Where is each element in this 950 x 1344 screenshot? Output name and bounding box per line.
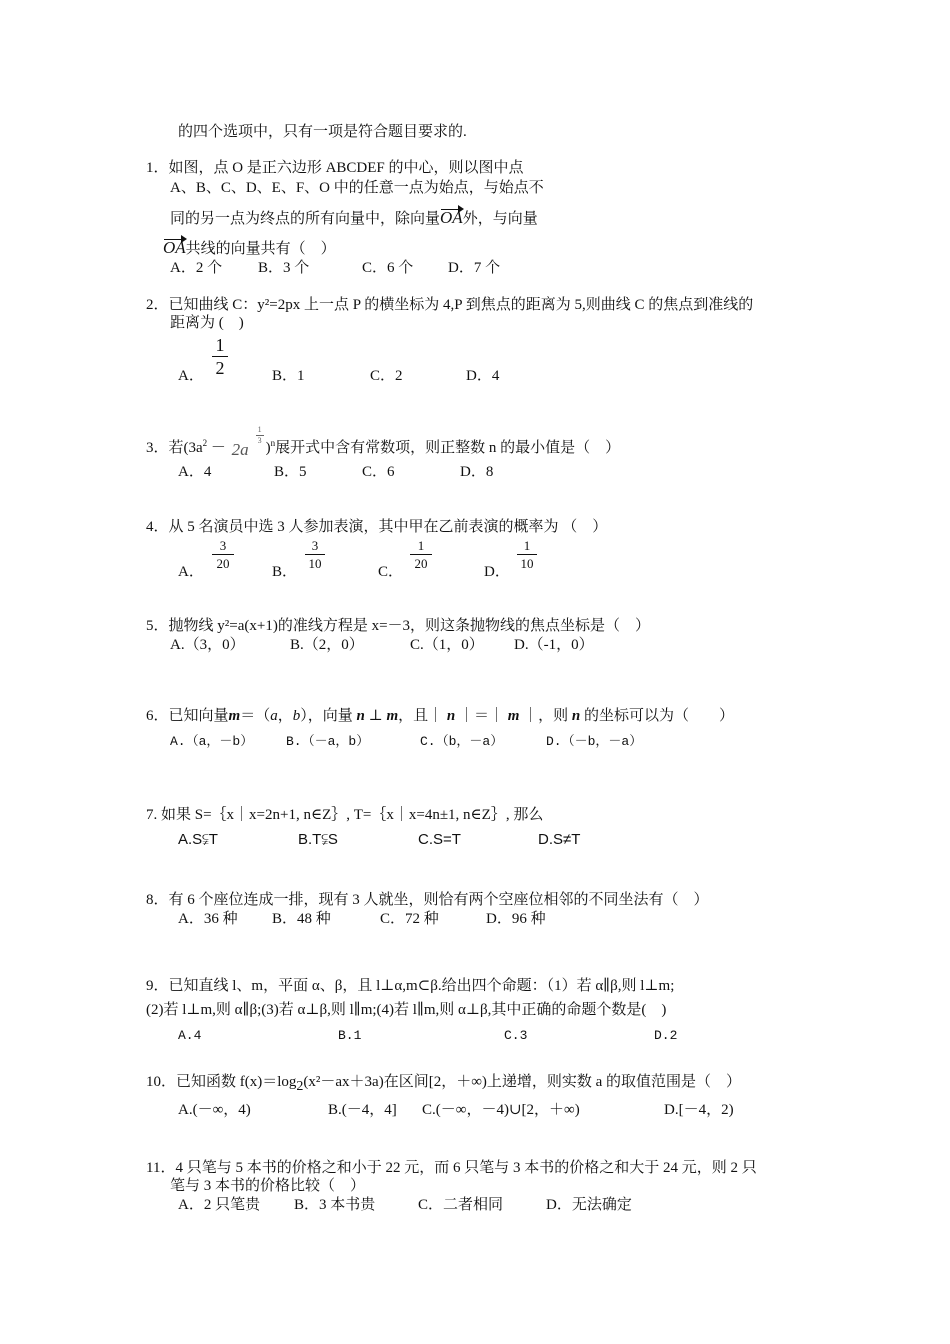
q10-text-end: (x²－ax＋3a)在区间[2，＋∞)上递增，则实数 a 的取值范围是（ ） xyxy=(303,1074,742,1090)
q2-line1: 2．已知曲线 C：y²=2px 上一点 P 的横坐标为 4,P 到焦点的距离为 5,则曲线 C 的焦点到准线的 xyxy=(146,297,754,313)
q4-fraction-d xyxy=(517,539,537,570)
fraction-numerator: 1 xyxy=(523,538,531,553)
q11-option-b: B．3 本书贵 xyxy=(294,1197,376,1213)
q5-option-c: C.（1，0） xyxy=(410,637,484,653)
q4-option-d: D． xyxy=(484,564,510,580)
q2-fraction xyxy=(212,336,228,377)
q8-option-d: D．96 种 xyxy=(486,911,546,927)
q3-n: n xyxy=(270,438,276,448)
fraction-bar xyxy=(517,554,537,555)
q4-option-a: A． xyxy=(178,564,204,580)
q6-option-a: A.（a，－b） xyxy=(170,734,254,749)
q1-line2: A、B、C、D、E、F、O 中的任意一点为始点，与始点不 xyxy=(170,180,544,196)
vector-oa: OA xyxy=(163,238,186,257)
q10-option-a: A.(－∞，4) xyxy=(178,1102,251,1118)
fraction-bar xyxy=(212,554,234,555)
q3-exponent xyxy=(256,426,264,445)
q10-option-c: C.(－∞，－4)∪[2，＋∞) xyxy=(422,1102,580,1118)
q9-option-a: A.4 xyxy=(178,1028,202,1043)
q3-close: ) xyxy=(265,440,271,456)
q1-option-c: C．6 个 xyxy=(362,260,414,276)
q6-text: ），向量 xyxy=(300,708,357,724)
fraction-bar xyxy=(410,554,432,555)
q6-var-a: a xyxy=(270,708,278,724)
q1-line3 xyxy=(170,208,538,229)
q1-option-a: A．2 个 xyxy=(170,260,223,276)
q3-option-b: B．5 xyxy=(274,464,307,480)
q6-text: ，且｜ xyxy=(398,708,447,724)
fraction-numerator: 1 xyxy=(417,538,425,553)
fraction-denominator: 10 xyxy=(308,556,322,571)
q4-fraction-c xyxy=(410,539,432,570)
q4-fraction-a xyxy=(212,539,234,570)
q7-option-b: B.T⫋S xyxy=(298,831,338,848)
q7-option-a: A.S⫋T xyxy=(178,831,218,848)
q9-line2: (2)若 l⊥m,则 α∥β;(3)若 α⊥β,则 l∥m;(4)若 l∥m,则 α⊥β,其中正确的命题个数是( ) xyxy=(146,1002,667,1018)
q6-vector-m: m xyxy=(507,708,520,724)
q9-option-b: B.1 xyxy=(338,1028,362,1043)
q6-text: ＝（ xyxy=(240,708,271,724)
q8-option-a: A．36 种 xyxy=(178,911,238,927)
q10-text-start: 10．已知函数 f(x)＝log xyxy=(146,1074,297,1090)
q4-line1: 4．从 5 名演员中选 3 人参加表演，其中甲在乙前表演的概率为 （ ） xyxy=(146,519,608,535)
q9-option-c: C.3 xyxy=(504,1028,528,1043)
q2-line2: 距离为 ( ) xyxy=(170,315,244,331)
q4-fraction-b xyxy=(305,539,325,570)
q6-vector-n: n xyxy=(356,708,365,724)
q3-line1 xyxy=(146,425,621,459)
q3-option-c: C．6 xyxy=(362,464,395,480)
q5-option-b: B.（2，0） xyxy=(290,637,364,653)
q6-vector-n: n xyxy=(571,708,581,724)
q9-option-d: D.2 xyxy=(654,1028,678,1043)
q2-option-a: A． xyxy=(178,368,204,384)
q6-text: 的坐标可以为（ ） xyxy=(580,708,735,724)
q2-option-b: B．1 xyxy=(272,368,305,384)
q3-minus: － xyxy=(210,440,226,456)
q6-text: 6．已知向量 xyxy=(146,708,229,724)
q3-option-d: D．8 xyxy=(460,464,494,480)
q1-line4 xyxy=(163,238,336,259)
q6-option-c: C.（b，－a） xyxy=(420,734,504,749)
q7-option-c: C.S=T xyxy=(418,831,461,848)
q6-text: ｜，则 xyxy=(519,708,572,724)
q6-line1 xyxy=(146,706,734,726)
q2-option-c: C．2 xyxy=(370,368,403,384)
q3-option-a: A．4 xyxy=(178,464,212,480)
fraction-denominator: 2 xyxy=(215,358,225,378)
q10-option-b: B.(－4，4] xyxy=(328,1102,397,1118)
intro-text: 的四个选项中，只有一项是符合题目要求的. xyxy=(178,124,467,140)
fraction-denominator: 20 xyxy=(216,556,230,571)
q11-option-d: D．无法确定 xyxy=(546,1197,632,1213)
q3-text: 展开式中含有常数项，则正整数 n 的最小值是（ ） xyxy=(275,440,621,456)
fraction-numerator: 1 xyxy=(215,335,225,355)
q6-text: ｜＝｜ xyxy=(455,708,508,724)
q6-vector-m: m xyxy=(228,708,241,724)
q6-text: ， xyxy=(277,708,293,724)
q10-log-base: 2 xyxy=(296,1079,304,1094)
q7-line1: 7. 如果 S=｛x｜x=2n+1, n∈Z｝, T=｛x｜x=4n±1, n∈Z｝, 那么 xyxy=(146,807,544,823)
q11-line1: 11．4 只笔与 5 本书的价格之和小于 22 元，而 6 只笔与 3 本书的价格之和大于 24 元，则 2 只 xyxy=(146,1160,757,1176)
fraction-bar xyxy=(212,356,228,357)
q6-option-d: D.（－b，－a） xyxy=(546,734,643,749)
q5-line1: 5．抛物线 y²=a(x+1)的准线方程是 x=－3，则这条抛物线的焦点坐标是（ ） xyxy=(146,618,651,634)
vector-oa: OA xyxy=(440,208,463,227)
q6-vector-n: n xyxy=(446,708,456,724)
q1-option-b: B．3 个 xyxy=(258,260,310,276)
q11-option-c: C．二者相同 xyxy=(418,1197,504,1213)
exponent-denominator: 3 xyxy=(257,436,262,445)
q6-var-b: b xyxy=(292,708,301,724)
fraction-numerator: 3 xyxy=(311,538,319,553)
fraction-denominator: 20 xyxy=(414,556,428,571)
q7-option-d: D.S≠T xyxy=(538,831,581,848)
q1-line4-text: 共线的向量共有（ ） xyxy=(185,241,336,257)
q3-term xyxy=(230,425,266,459)
q9-line1: 9．已知直线 l、m，平面 α、β，且 l⊥α,m⊂β.给出四个命题：（1）若 α∥β,则 l⊥m; xyxy=(146,978,675,994)
q1-line3-end: 外，与向量 xyxy=(462,211,538,227)
q8-option-c: C．72 种 xyxy=(380,911,439,927)
q6-text: ⊥ xyxy=(364,708,387,724)
fraction-numerator: 3 xyxy=(219,538,227,553)
q3-square: 2 xyxy=(202,438,208,448)
q10-line1 xyxy=(146,1072,741,1097)
exponent-numerator: 1 xyxy=(257,425,262,434)
q5-option-d: D.（-1，0） xyxy=(514,637,594,653)
fraction-bar xyxy=(305,554,325,555)
q1-line1: 1．如图，点 O 是正六边形 ABCDEF 的中心，则以图中点 xyxy=(146,160,524,176)
q1-option-d: D．7 个 xyxy=(448,260,501,276)
q8-line1: 8．有 6 个座位连成一排，现有 3 人就坐，则恰有两个空座位相邻的不同坐法有（ ） xyxy=(146,892,709,908)
q10-option-d: D.[－4，2) xyxy=(664,1102,734,1118)
q1-line3-start: 同的另一点为终点的所有向量中，除向量 xyxy=(170,211,441,227)
q3-two-a: 2a xyxy=(231,440,249,459)
q6-option-b: B.（－a，b） xyxy=(286,734,370,749)
q8-option-b: B．48 种 xyxy=(272,911,331,927)
q11-option-a: A．2 只笔贵 xyxy=(178,1197,261,1213)
q4-option-b: B． xyxy=(272,564,298,580)
fraction-denominator: 10 xyxy=(520,556,534,571)
q2-option-d: D．4 xyxy=(466,368,500,384)
q6-vector-m: m xyxy=(386,708,399,724)
q4-option-c: C． xyxy=(378,564,404,580)
q11-line2: 笔与 3 本书的价格比较（ ） xyxy=(170,1178,366,1194)
q5-option-a: A.（3，0） xyxy=(170,637,245,653)
q3-prefix: 3．若(3a xyxy=(146,440,203,456)
